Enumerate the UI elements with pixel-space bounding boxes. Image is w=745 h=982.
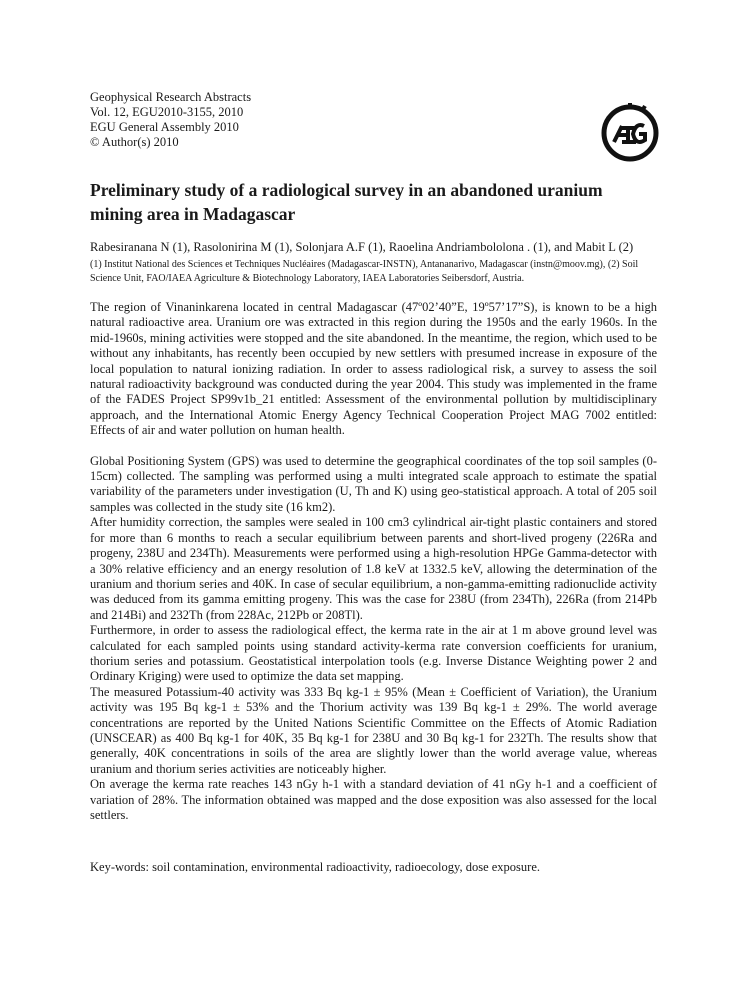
paragraph: Furthermore, in order to assess the radiological effect, the kerma rate in the air at 1 m above ground level was calculated for each sampled points using standard activity-kerma rate conversion coefficients for uranium, thorium series and potassium. Geostatistical interpolation tools (e.g. Inverse Distance Weighting power 2 and Ordinary Kriging) were used to optimize the data set mapping.: [90, 623, 657, 684]
abstract-body: [90, 300, 657, 823]
paper-title: Preliminary study of a radiological survey in an abandoned uranium mining area in Madagascar: [90, 180, 603, 224]
abstract-page: [90, 90, 657, 875]
publication-header: [90, 90, 657, 150]
paragraph: Global Positioning System (GPS) was used to determine the geographical coordinates of the top soil samples (0-15cm) collected. The sampling was performed using a multi integrated scale approach to estimate the spatial variability of the parameters under investigation (U, Th and K) using geo-statistical approach. A total of 205 soil samples was collected in the study site (16 km2).: [90, 453, 657, 514]
egu-logo-icon: [600, 102, 660, 162]
assembly-name: EGU General Assembly 2010: [90, 120, 239, 134]
paragraph: The measured Potassium-40 activity was 333 Bq kg-1 ± 95% (Mean ± Coefficient of Variation), the Uranium activity was 195 Bq kg-1 ± 53% and the Thorium activity was 139 Bq kg-1 ± 29%. The world average concentrations are reported by the United Nations Scientific Committee on the Effects of Atomic Radiation (UNSCEAR) as 400 Bq kg-1 for 40K, 35 Bq kg-1 for 238U and 30 Bq kg-1 for 232Th. The results show that generally, 40K concentrations in soils of the area are slightly lower than the world average value, whereas uranium and thorium series activities are noticeably higher.: [90, 684, 657, 776]
paragraph: On average the kerma rate reaches 143 nGy h-1 with a standard deviation of 41 nGy h-1 and a coefficient of variation of 28%. The information obtained was mapped and the dose exposition was also assessed for the local settlers.: [90, 777, 657, 822]
keywords: Key-words: soil contamination, environmental radioactivity, radioecology, dose exposure.: [90, 860, 540, 875]
author-list: Rabesiranana N (1), Rasolonirina M (1), Solonjara A.F (1), Raoelina Andriambololona . (1), and Mabit L (2): [90, 240, 634, 254]
paragraph: After humidity correction, the samples were sealed in 100 cm3 cylindrical air-tight plastic containers and stored for more than 6 months to reach a secular equilibrium between parents and short-lived progeny (226Ra and progeny, 238U and 234Th). Measurements were performed using a high-resolution HPGe Gamma-detector with a 30% relative efficiency and an energy resolution of 1.8 keV at 1332.5 keV, allowing the determination of the uranium and thorium series and 40K. In case of secular equilibrium, a non-gamma-emitting radionuclide activity was deduced from its gamma emitting progeny. This was the case for 238U (from 234Th), 226Ra (from 214Pb and 214Bi) and 232Th (from 228Ac, 212Pb or 208Tl).: [90, 515, 657, 622]
volume-info: Vol. 12, EGU2010-3155, 2010: [90, 105, 244, 119]
copyright-line: © Author(s) 2010: [90, 135, 179, 149]
affiliations: (1) Institut National des Sciences et Techniques Nucléaires (Madagascar-INSTN), Antananarivo, Madagascar (instn@moov.mg), (2) Soil Science Unit, FAO/IAEA Agriculture & Biotechnology Laboratory, IAEA Laboratories Seibersdorf, Austria.: [90, 259, 639, 284]
paragraph: The region of Vinaninkarena located in central Madagascar (47º02’40”E, 19º57’17”S), is known to be a high natural radioactive area. Uranium ore was extracted in this region during the 1950s and the early 1960s. In the mid-1960s, mining activities were stopped and the site abandoned. In the meantime, the region, which used to be without any inhabitants, has recently been occupied by new settlers with presumed increase in exposure of the local population to natural ionizing radiation. In order to assess radiological risk, a survey to assess the soil natural radioactivity background was conducted during the year 2004. This study was implemented in the frame of the FADES Project SP99v1b_21 entitled: Assessment of the environmental pollution by multidisciplinary approach, and the International Atomic Energy Agency Technical Cooperation Project MAG 7002 entitled: Effects of air and water pollution on human health.: [90, 300, 657, 438]
journal-name: Geophysical Research Abstracts: [90, 90, 252, 104]
